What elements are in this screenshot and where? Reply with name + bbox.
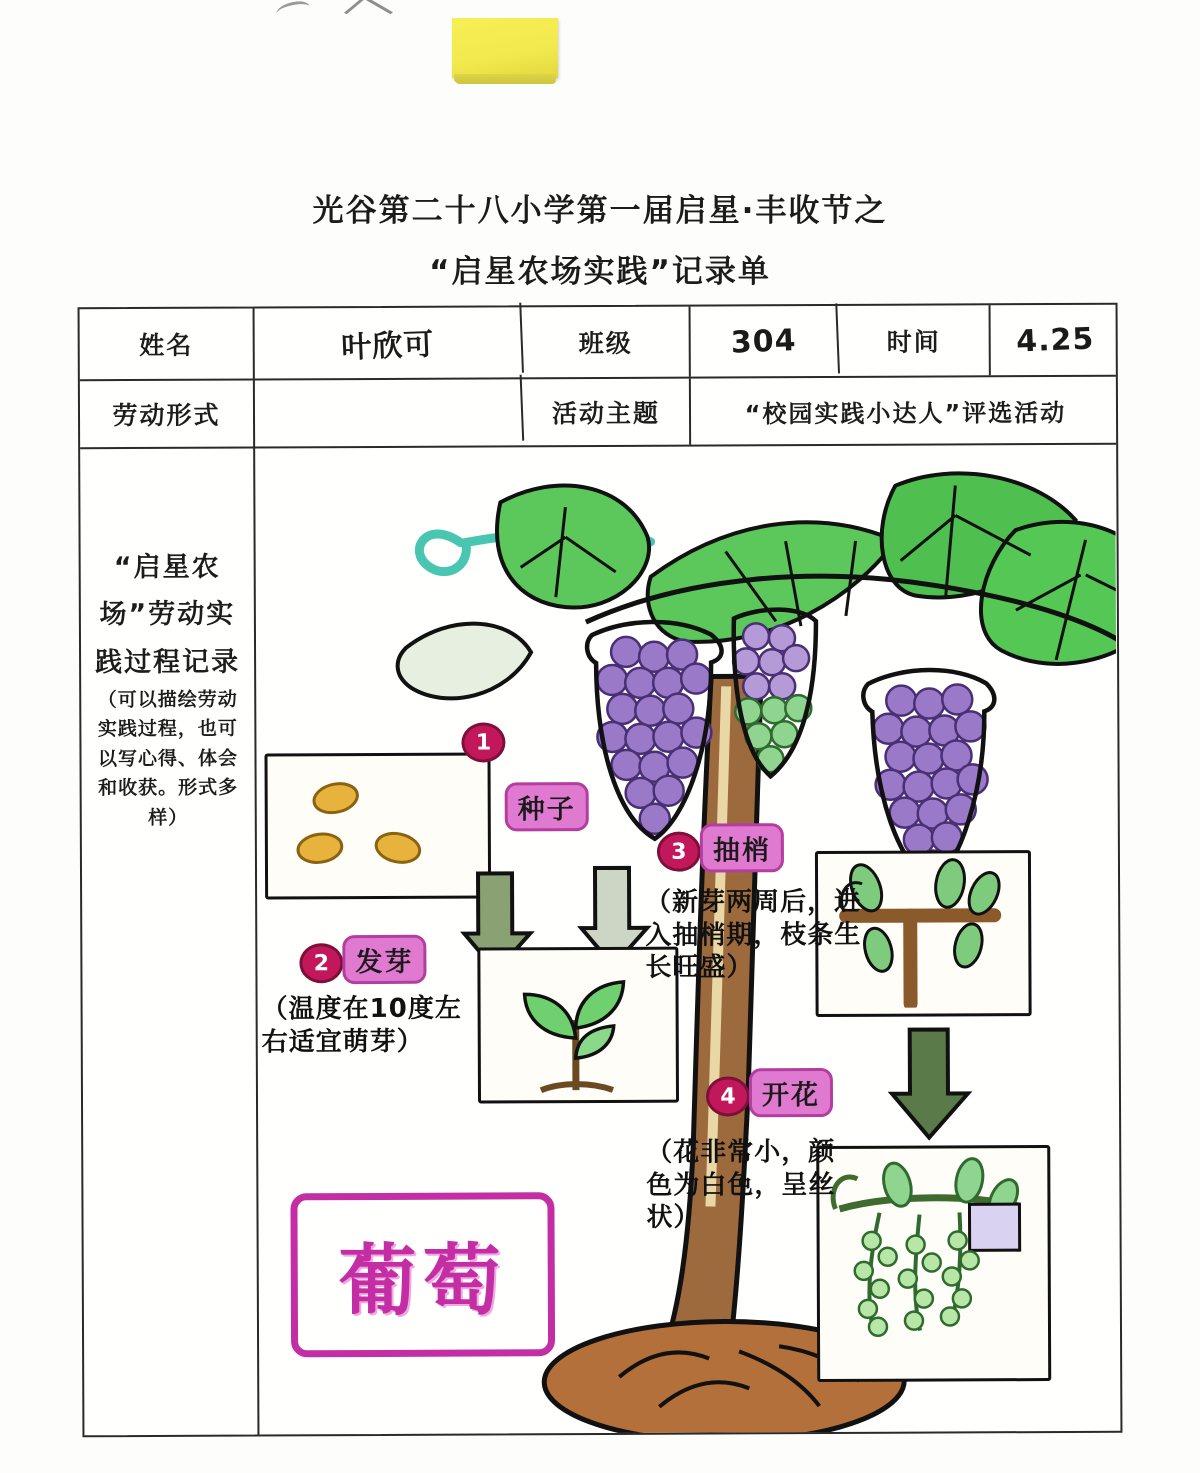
step-tag-2: 发芽 — [342, 935, 426, 984]
step-note-3: （新芽两周后，进入抽梢期，枝条生长旺盛） — [645, 886, 862, 983]
name-label: 姓名 — [80, 309, 255, 380]
record-table — [78, 303, 1123, 1438]
title-line-1: 光谷第二十八小学第一届启星·丰收节之 — [312, 193, 888, 229]
title-line-2: “启星农场实践”记录单 — [429, 254, 771, 290]
table-row — [80, 445, 1120, 1436]
step-number-2: 2 — [299, 943, 343, 983]
flower-panel — [816, 1145, 1051, 1382]
table-row — [80, 305, 1116, 382]
activity-theme-value: “校园实践小达人”评选活动 — [744, 398, 1067, 428]
step-tag-3: 抽梢 — [700, 823, 784, 872]
labor-form-label: 劳动形式 — [80, 381, 255, 448]
activity-theme-label: 活动主题 — [523, 379, 691, 446]
time-value: 4.25 — [1015, 320, 1095, 360]
student-drawing — [255, 445, 1120, 1435]
step-tag-4: 开花 — [749, 1068, 833, 1117]
labor-form-value — [254, 375, 524, 451]
step-number-1: 1 — [461, 722, 505, 762]
prompt-heading: “启星农场”劳动实践过程记录 — [95, 551, 241, 678]
table-row — [80, 377, 1116, 450]
class-label: 班级 — [523, 307, 691, 378]
prompt-note: （可以描绘劳动实践过程，也可以写心得、体会和收获。形式多样） — [97, 688, 239, 829]
step-note-4: （花非常小，颜色为白色，呈丝状） — [646, 1136, 836, 1233]
name-value: 叶欣可 — [253, 303, 524, 383]
step-tag-1: 种子 — [505, 782, 589, 831]
step-number-4: 4 — [706, 1076, 750, 1116]
step-number-3: 3 — [657, 832, 701, 872]
page-title — [0, 185, 1200, 291]
time-label: 时间 — [839, 305, 991, 376]
sticky-note — [452, 18, 558, 78]
seed-panel — [264, 752, 491, 899]
step-note-2: （温度在10度左右适宜萌芽） — [261, 993, 462, 1057]
arrow-down-icon — [888, 1023, 975, 1143]
process-record-prompt — [80, 449, 259, 1436]
pencil-mark-icon — [344, 0, 393, 29]
pencil-mark-icon — [275, 0, 311, 21]
grape-bunch — [587, 622, 722, 839]
grape-word-box: 葡萄 — [290, 1192, 555, 1357]
class-value: 304 — [689, 303, 840, 379]
